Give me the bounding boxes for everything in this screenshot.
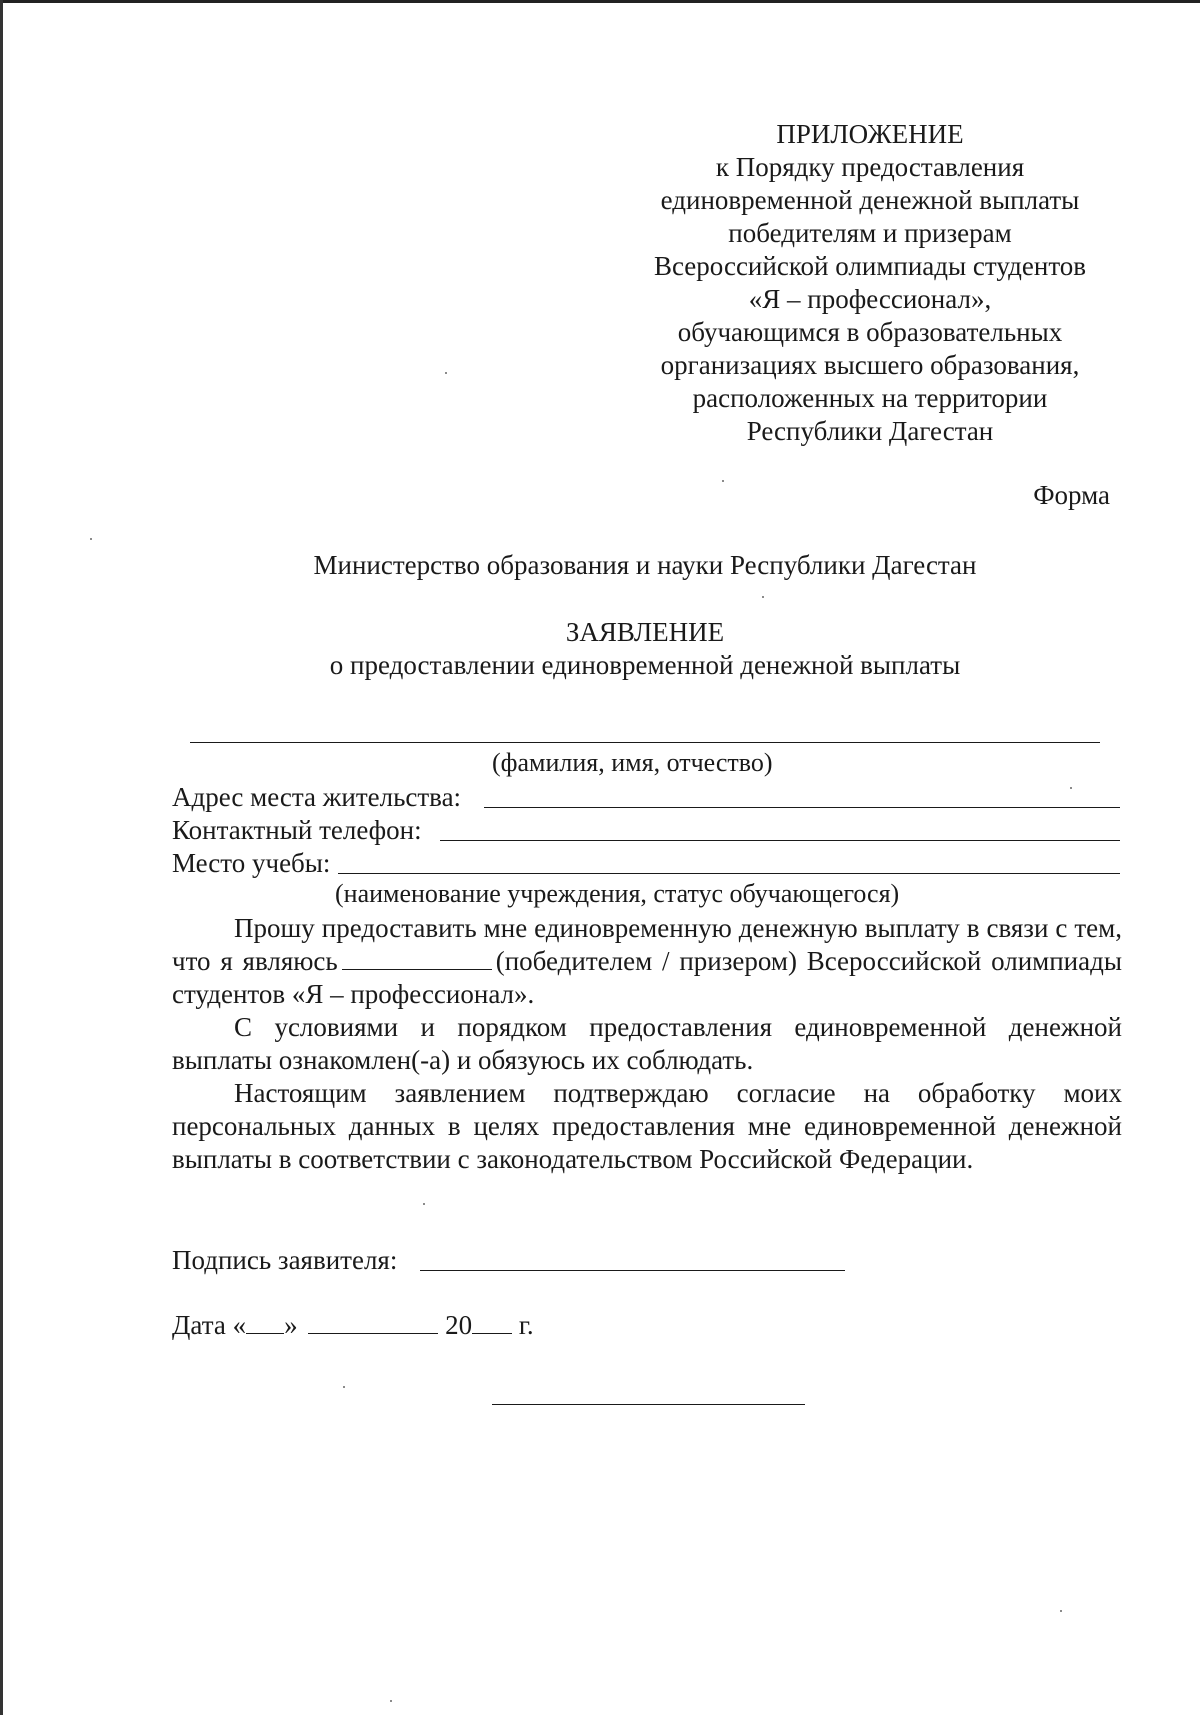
statement-body: [172, 912, 1122, 1176]
date-quote-close: »: [284, 1310, 298, 1340]
study-line[interactable]: [338, 873, 1120, 874]
closing-rule: [492, 1404, 805, 1405]
ministry-name: Министерство образования и науки Республики Дагестан: [313, 550, 977, 580]
scan-speck: [445, 372, 447, 374]
scan-edge-top: [0, 0, 1200, 3]
appendix-header: [620, 118, 1120, 448]
date-month-blank[interactable]: [308, 1311, 438, 1334]
appendix-line: Республики Дагестан: [746, 416, 994, 446]
address-label: Адрес места жительства:: [172, 782, 462, 812]
address-line[interactable]: [484, 807, 1120, 808]
date-day-blank[interactable]: [246, 1311, 284, 1334]
appendix-line: обучающимся в образовательных: [677, 317, 1063, 347]
appendix-line: единовременной денежной выплаты: [660, 185, 1080, 215]
scan-speck: [423, 1203, 425, 1205]
form-label: Форма: [1033, 480, 1110, 510]
date-year-blank[interactable]: [472, 1311, 512, 1334]
scan-speck: [722, 480, 724, 482]
phone-line[interactable]: [440, 840, 1120, 841]
consent-paragraph: Настоящим заявлением подтверждаю согласие на обработку моих персональных данных в целях предоставления мне единовременной денежной выплаты в соответствии с законодательством Российской Федерации.: [172, 1078, 1122, 1174]
status-blank[interactable]: [342, 947, 492, 970]
study-caption: (наименование учреждения, статус обучающегося): [335, 879, 900, 908]
scan-speck: [390, 1700, 392, 1702]
date-suffix: г.: [518, 1310, 534, 1340]
appendix-line: Всероссийской олимпиады студентов: [653, 251, 1087, 281]
request-paragraph: [172, 912, 1122, 1011]
scan-edge-left: [0, 0, 3, 1715]
scan-speck: [762, 596, 764, 598]
appendix-line: ПРИЛОЖЕНИЕ: [776, 119, 964, 149]
study-label: Место учебы:: [172, 848, 331, 878]
request-text-end: (победителем / призером) Всероссийской олимпиады студентов «Я – профессионал».: [172, 946, 1122, 1009]
scan-speck: [1070, 787, 1072, 789]
date-year-prefix: 20: [445, 1310, 473, 1340]
appendix-line: к Порядку предоставления: [715, 152, 1025, 182]
scan-speck: [90, 538, 92, 540]
appendix-line: «Я – профессионал»,: [748, 284, 992, 314]
document-title: ЗАЯВЛЕНИЕ: [565, 617, 725, 647]
scan-speck: [1060, 1610, 1062, 1612]
date-prefix: Дата «: [172, 1310, 247, 1340]
phone-label: Контактный телефон:: [172, 815, 422, 845]
appendix-line: расположенных на территории: [692, 383, 1048, 413]
fio-caption: (фамилия, имя, отчество): [492, 748, 773, 777]
signature-line[interactable]: [420, 1270, 845, 1271]
scan-speck: [343, 1386, 345, 1388]
request-text-start: Прошу предоставить мне единовременную денежную выплату в связи с тем, что я являюсь: [172, 913, 1122, 976]
appendix-line: организациях высшего образования,: [660, 350, 1080, 380]
signature-label: Подпись заявителя:: [172, 1245, 398, 1275]
appendix-line: победителям и призерам: [728, 218, 1012, 248]
date-field: [172, 1310, 534, 1341]
fio-line[interactable]: [190, 742, 1100, 743]
document-subtitle: о предоставлении единовременной денежной выплаты: [329, 650, 961, 680]
conditions-paragraph: С условиями и порядком предоставления единовременной денежной выплаты ознакомлен(-а) и обязуюсь их соблюдать.: [172, 1012, 1122, 1075]
